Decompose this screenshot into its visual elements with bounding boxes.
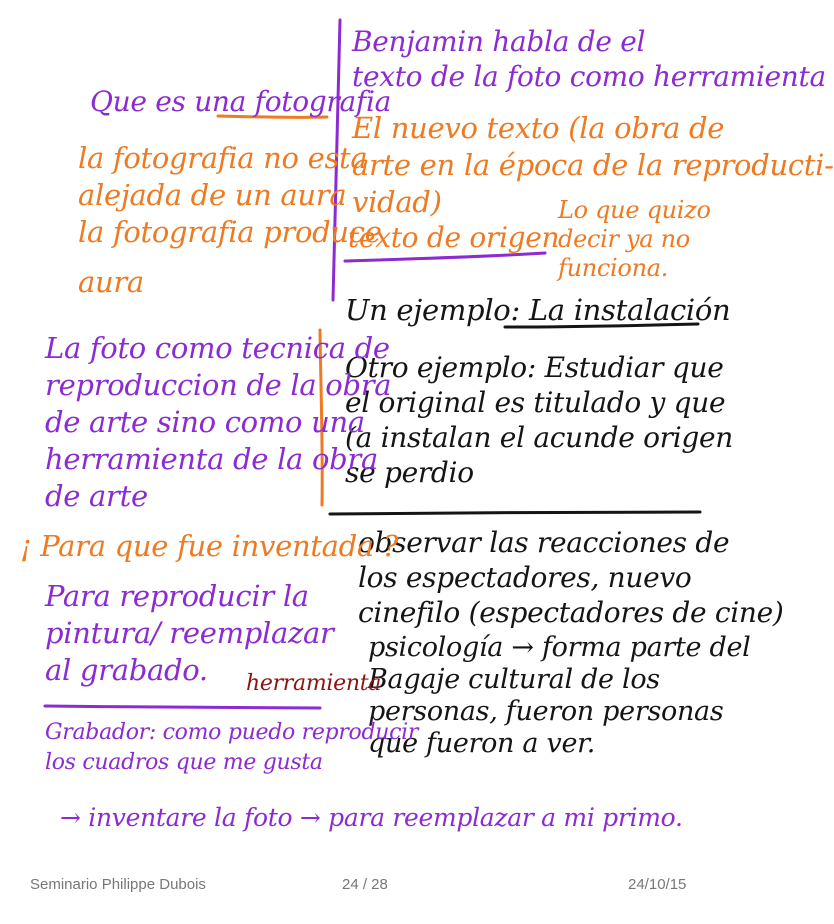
- note-grabador: Grabador: como puedo reproducir los cuadros que me gusta: [45, 720, 419, 775]
- note-aura-word: aura: [78, 265, 144, 299]
- footer-page-number: 24 / 28: [342, 876, 388, 893]
- note-para-que: ¡ Para que fue inventada ?: [20, 529, 399, 563]
- note-observar: observar las reacciones de los espectadores, nuevo cinefilo (espectadores de cine): [358, 526, 784, 629]
- note-ejemplo-2: Otro ejemplo: Estudiar que el original es titulado y que (a instalan el acunde origen se perdio: [345, 351, 733, 489]
- note-el-nuevo-texto: El nuevo texto (la obra de arte en la época de la reproducti- vidad): [352, 111, 834, 219]
- note-para-reproducir: Para reproducir la pintura/ reemplazar al grabado.: [45, 579, 334, 687]
- note-conclusion: → inventare la foto → para reemplazar a mi primo.: [60, 803, 683, 832]
- ejemplo-value-text: La instalación: [528, 293, 731, 327]
- separator-left: [45, 706, 320, 708]
- note-ejemplo-lead: [345, 292, 730, 329]
- footer-date: 24/10/15: [628, 876, 687, 893]
- note-que-es: Que es una fotografia: [90, 85, 392, 118]
- note-foto-tecnica: La foto como tecnica de reproduccion de la obra de arte sino como una herramienta de la obra de arte: [45, 331, 392, 513]
- footer-title: Seminario Philippe Dubois: [30, 876, 206, 893]
- note-aura: la fotografia no esta alejada de un aura la fotografia produce: [78, 141, 382, 249]
- note-benjamin: Benjamin habla de el texto de la foto como herramienta: [352, 25, 826, 93]
- note-herramienta-tag: herramienta: [246, 671, 382, 696]
- note-lo-que-quizo: Lo que quizo decir ya no funciona.: [558, 196, 711, 282]
- note-psicologia: psicología → forma parte del Bagaje cultural de los personas, fueron personas que fueron a ver.: [368, 632, 751, 759]
- note-texto-de-origen: texto de origen: [348, 221, 560, 254]
- ejemplo-lead-text: Un ejemplo:: [345, 293, 520, 327]
